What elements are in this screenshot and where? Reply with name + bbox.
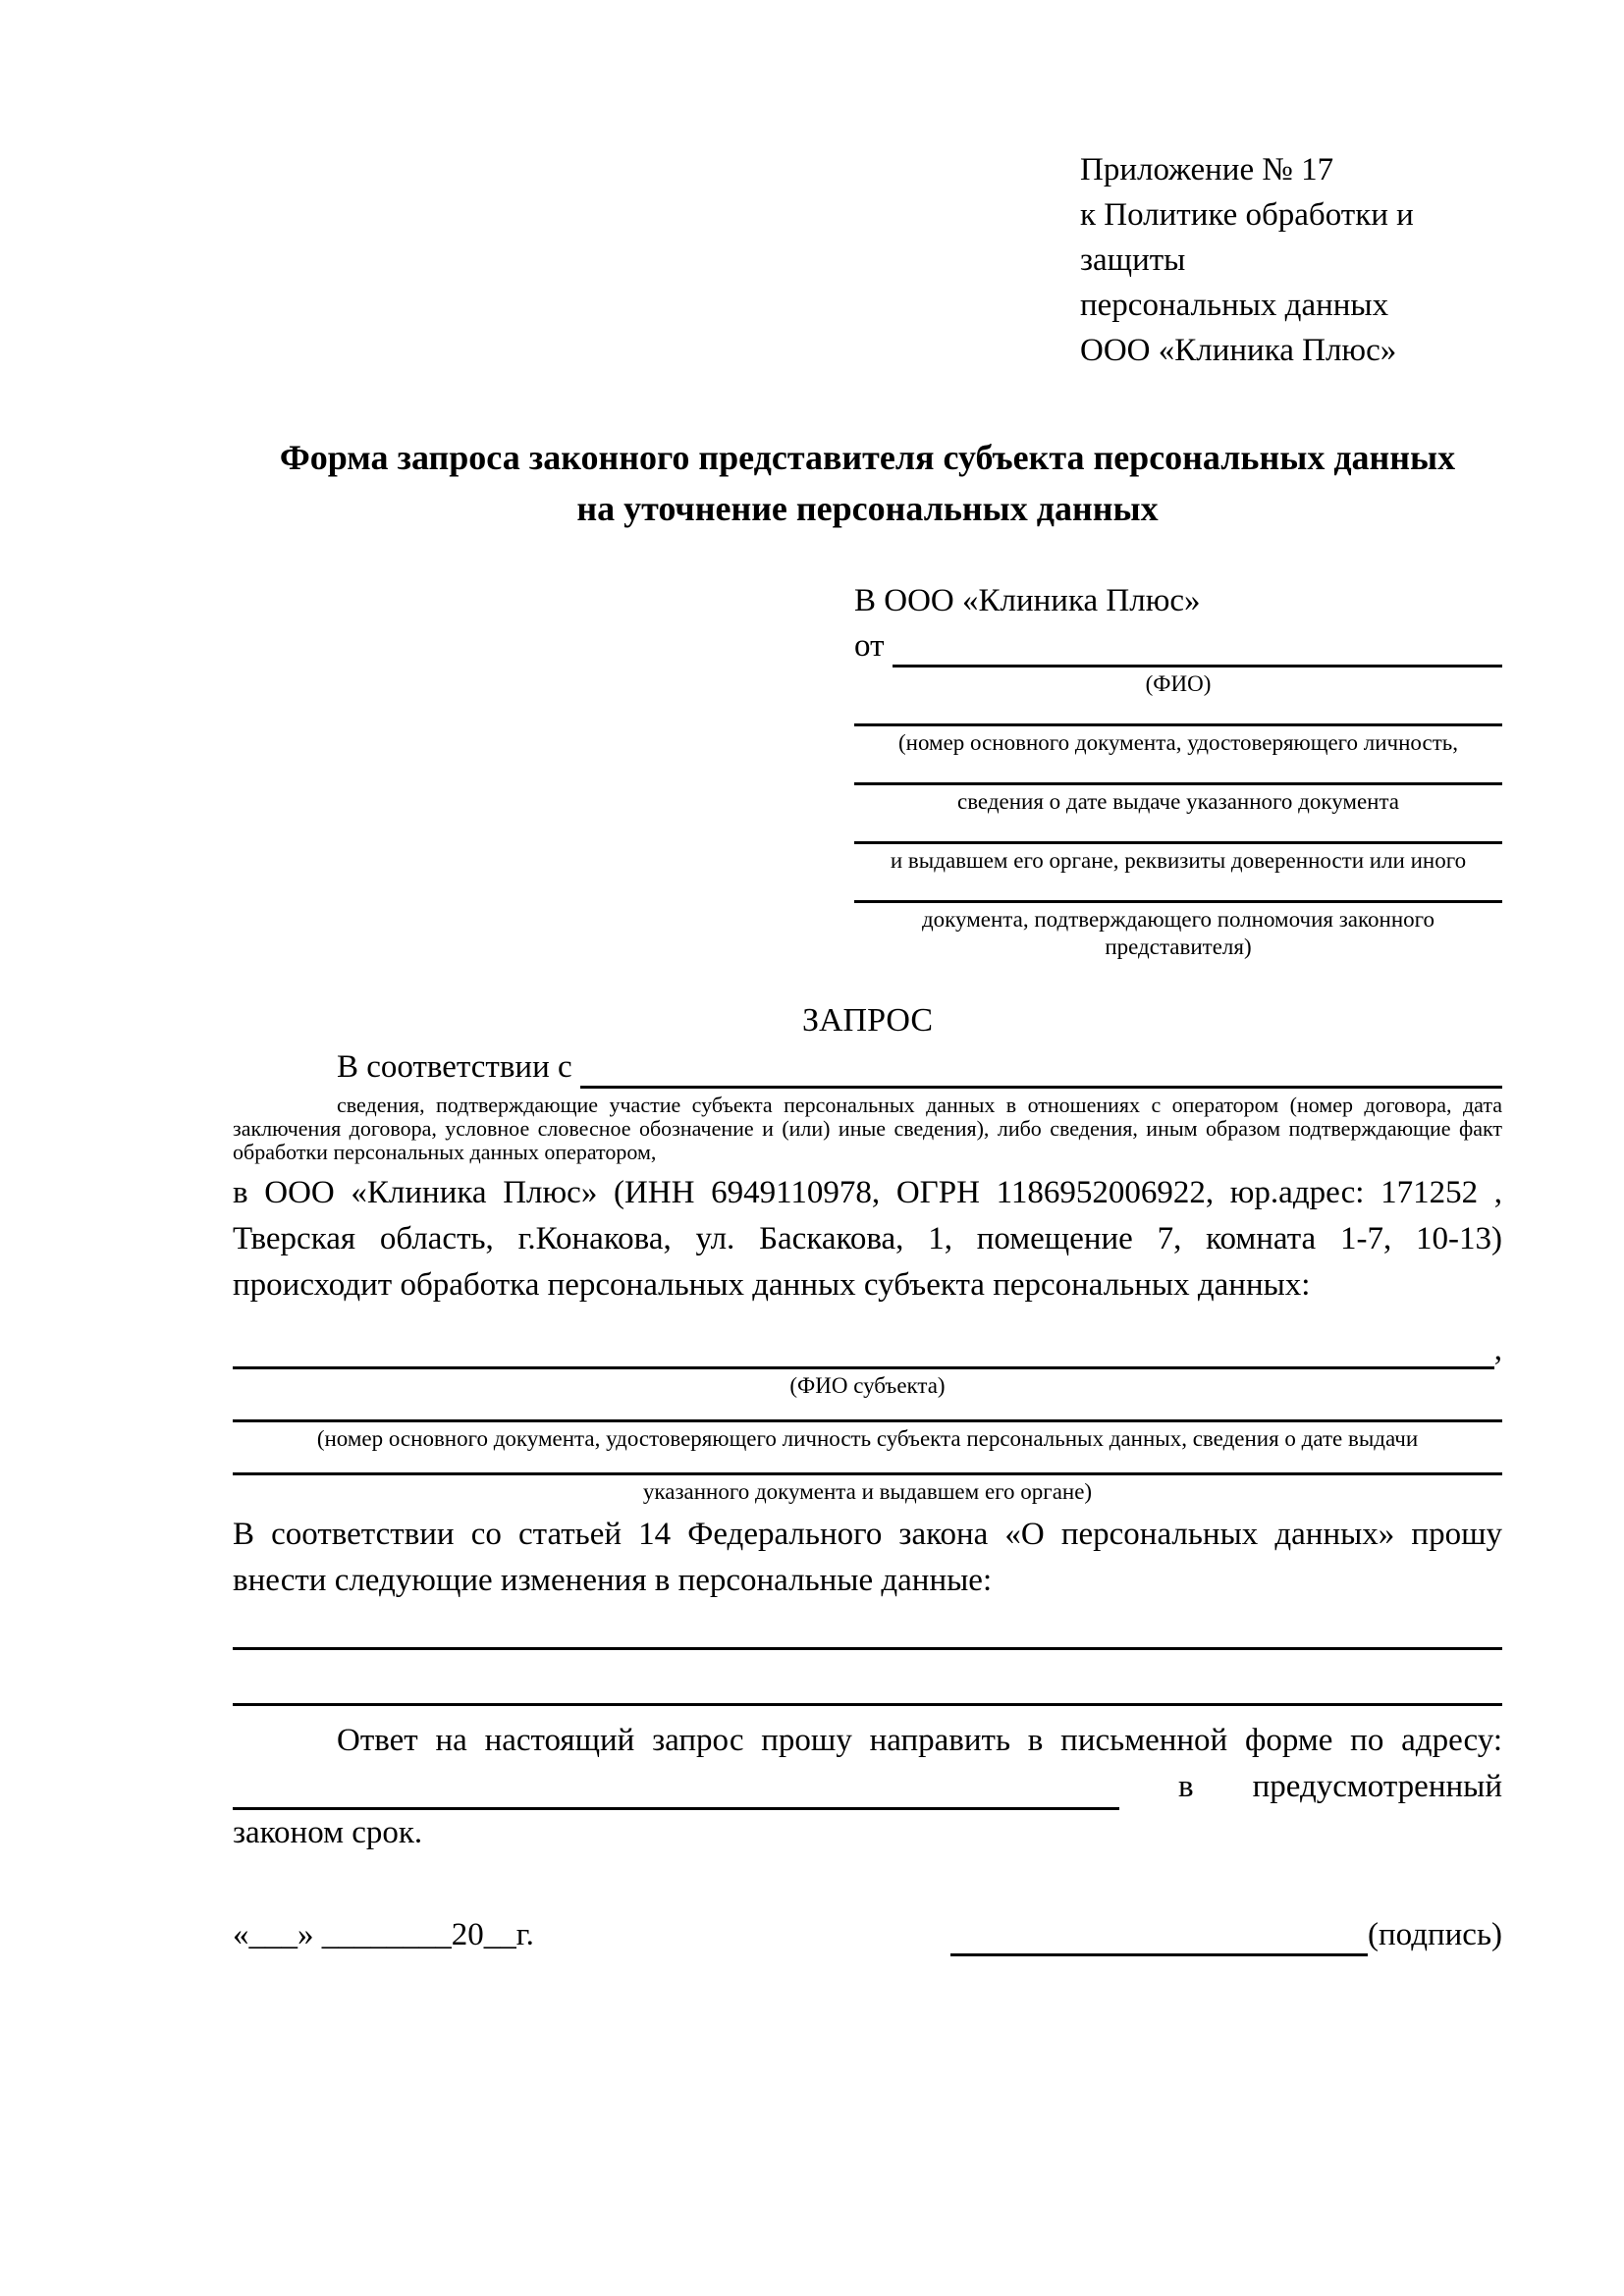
signature-caption: (подпись) [1368, 1917, 1502, 1952]
law-paragraph: В соответствии со статьей 14 Федерального закона «О персональных данных» прошу внести следующие изменения в персональные данные: [233, 1517, 1502, 1598]
fio-caption: (ФИО) [1145, 671, 1212, 696]
document-title-line2: на уточнение персональных данных [576, 489, 1159, 528]
basis-blank-field[interactable] [580, 1049, 1502, 1089]
subject-doc-unit-1 [233, 1419, 1502, 1453]
addressee-to: В ООО «Клиника Плюс» [854, 583, 1201, 618]
doc-issue-date-unit [854, 782, 1502, 816]
answer-paragraph-line3: законом срок. [233, 1815, 423, 1850]
answer-paragraph-line2 [233, 1764, 1502, 1810]
changes-blank-field-2[interactable] [233, 1703, 1502, 1706]
doc-authority-unit [854, 841, 1502, 875]
subject-doc-unit-2 [233, 1472, 1502, 1506]
answer-address-blank-field[interactable] [233, 1771, 1119, 1810]
document-title-line1: Форма запроса законного представителя субъекта персональных данных [279, 438, 1456, 477]
intro-row [233, 1045, 1502, 1089]
operator-paragraph: в ООО «Клиника Плюс» (ИНН 6949110978, ОГРН 1186952006922, юр.адрес: 171252 , Тверская область, г.Конакова, ул. Баскакова, 1, помещение 7, комната 1-7, 10-13) происходит обработка персональных данных субъекта персональных данных: [233, 1175, 1502, 1303]
document-title [233, 432, 1502, 534]
answer-word-1: в [1178, 1769, 1194, 1804]
addressee-block [854, 579, 1502, 961]
signature-blank-field[interactable] [950, 1917, 1368, 1956]
doc-authority-caption: и выдавшем его органе, реквизиты доверенности или иного [890, 848, 1467, 873]
doc-issue-date-blank-field[interactable] [854, 782, 1502, 785]
subject-doc-caption-1: (номер основного документа, удостоверяющего личность субъекта персональных данных, сведения о дате выдачи [316, 1426, 1419, 1451]
subject-doc-caption-2: указанного документа и выдавшем его органе) [642, 1479, 1093, 1504]
annex-note-line: к Политике обработки и защиты [1080, 197, 1414, 278]
subject-name-suffix: , [1493, 1332, 1502, 1367]
subject-name-row [233, 1330, 1502, 1369]
intro-note: сведения, подтверждающие участие субъекта персональных данных в отношениях с оператором (номер договора, дата заключения договора, условное словесное обозначение и (или) иные сведения), либо сведения, иным образом подтверждающие факт обработки персональных данных оператором, [233, 1093, 1502, 1164]
answer-paragraph-line1: Ответ на настоящий запрос прошу направить в письменной форме по адресу: [337, 1723, 1502, 1758]
doc-number-caption: (номер основного документа, удостоверяющего личность, [897, 730, 1458, 755]
date-blank-field[interactable]: «___» ________20__г. [233, 1917, 534, 1952]
doc-issue-date-caption: сведения о дате выдаче указанного документа [956, 789, 1400, 814]
changes-blank-field-1[interactable] [233, 1647, 1502, 1650]
annex-note-line: персональных данных [1080, 288, 1389, 323]
from-row [854, 624, 1502, 667]
doc-number-blank-field[interactable] [854, 723, 1502, 726]
annex-note-line: ООО «Клиника Плюс» [1080, 333, 1397, 368]
subject-fio-caption: (ФИО субъекта) [789, 1373, 946, 1398]
request-heading: ЗАПРОС [801, 1002, 934, 1039]
date-signature-row [233, 1913, 1502, 1956]
signature-group [950, 1913, 1502, 1956]
doc-powers-caption: документа, подтверждающего полномочия законного представителя) [921, 907, 1435, 959]
subject-doc-blank-field-2[interactable] [233, 1472, 1502, 1475]
subject-name-blank-field[interactable] [233, 1330, 1494, 1369]
subject-doc-blank-field-1[interactable] [233, 1419, 1502, 1422]
annex-note-line: Приложение № 17 [1080, 152, 1334, 187]
doc-powers-blank-field[interactable] [854, 900, 1502, 903]
doc-powers-unit [854, 900, 1502, 961]
representative-name-blank-field[interactable] [893, 628, 1503, 667]
doc-number-unit [854, 723, 1502, 757]
intro-label: В соответствии с [337, 1049, 572, 1085]
doc-authority-blank-field[interactable] [854, 841, 1502, 844]
from-label: от [854, 628, 885, 664]
annex-note [1080, 147, 1502, 373]
answer-word-2: предусмотренный [1252, 1769, 1502, 1804]
